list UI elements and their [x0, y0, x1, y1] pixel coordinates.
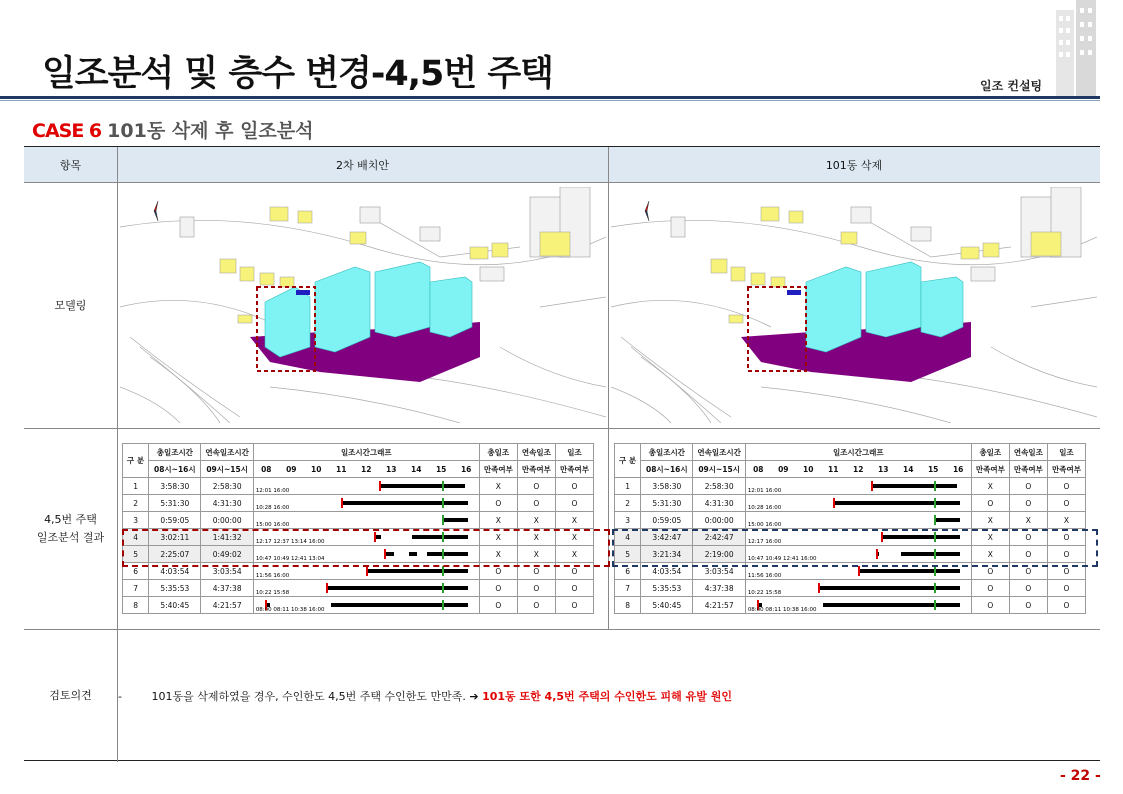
header-h_total: 총일조	[971, 444, 1009, 461]
title-divider-thin	[0, 100, 1100, 101]
cell-sat-a: X	[479, 529, 517, 546]
header-h_cont: 연속일조	[517, 444, 555, 461]
cell-sat-a: X	[971, 478, 1009, 495]
building-graphic-icon	[1052, 0, 1100, 96]
hour-tick: 14	[410, 464, 422, 474]
time-labels: 12:17 16:00	[747, 539, 782, 545]
highlight-box-right	[612, 529, 1098, 567]
header-right-plan: 101동 삭제	[825, 159, 883, 172]
cell-no: 1	[615, 478, 641, 495]
table-row	[615, 495, 1086, 512]
time-labels: 10:47 10:49 12:41 16:00	[747, 556, 817, 562]
cell-cont: 3:03:54	[201, 563, 253, 580]
sun-bar	[858, 569, 959, 573]
start-marker	[326, 583, 328, 593]
cell-sat-c: O	[555, 597, 593, 614]
start-marker	[379, 481, 381, 491]
graph-cell	[254, 580, 479, 596]
table-row	[123, 495, 594, 512]
start-marker	[833, 498, 835, 508]
brand-name: 일조 컨설팅	[980, 79, 1043, 93]
cell-total: 4:03:54	[641, 563, 693, 580]
limit-marker	[442, 566, 444, 576]
graph-cell	[254, 512, 479, 528]
cell-sat-b: O	[517, 563, 555, 580]
cell-total: 4:03:54	[149, 563, 201, 580]
cell-total: 2:25:07	[149, 546, 201, 563]
time-labels: 11:56 16:00	[747, 573, 782, 579]
page-number: - 22 -	[1060, 768, 1101, 784]
page-title: 일조분석 및 층수 변경-4,5번 주택	[42, 54, 553, 94]
cell-graph	[253, 478, 479, 495]
table-row	[123, 478, 594, 495]
cell-cont: 0:49:02	[201, 546, 253, 563]
cell-cont: 4:37:38	[201, 580, 253, 597]
cell-total: 3:02:11	[149, 529, 201, 546]
cell-no: 7	[615, 580, 641, 597]
cell-cont: 0:00:00	[693, 512, 745, 529]
row-label-review: 검토의견	[49, 688, 92, 702]
cell-sat-a: X	[971, 529, 1009, 546]
cell-total: 5:40:45	[149, 597, 201, 614]
cell-sat-a: O	[971, 580, 1009, 597]
cell-no: 3	[615, 512, 641, 529]
time-labels: 12:01 16:00	[255, 488, 290, 494]
arrow-icon: ➔	[469, 690, 479, 703]
cell-no: 1	[123, 478, 149, 495]
model-image-left	[120, 187, 606, 423]
cell-total: 3:58:30	[149, 478, 201, 495]
cell-sat-b: O	[517, 495, 555, 512]
cell-sat-c: O	[555, 563, 593, 580]
time-labels: 10:28 16:00	[255, 505, 290, 511]
cell-cont: 1:41:32	[201, 529, 253, 546]
header-graph: 일조시간그래프	[253, 444, 479, 461]
analysis-table	[24, 146, 1100, 761]
review-highlight: 101동 또한 4,5번 주택의 수인한도 피해 유발 원인	[482, 690, 732, 703]
cell-cont: 4:21:57	[693, 597, 745, 614]
header-gubun: 구 분	[123, 444, 149, 478]
cell-sat-c: X	[555, 529, 593, 546]
case-heading	[32, 116, 314, 143]
time-labels: 08:00 08:11 10:38 16:00	[747, 607, 817, 613]
row-label-modeling: 모델링	[54, 298, 87, 312]
limit-marker	[442, 600, 444, 610]
table-row	[615, 478, 1086, 495]
hour-tick: 08	[261, 464, 272, 474]
limit-marker	[934, 498, 936, 508]
cell-graph	[253, 512, 479, 529]
sun-bar	[934, 518, 959, 522]
header-sat: 만족여부	[1009, 461, 1047, 478]
cell-sat-b: O	[517, 580, 555, 597]
cell-no: 2	[615, 495, 641, 512]
cell-sat-a: O	[971, 597, 1009, 614]
table-row	[123, 597, 594, 614]
sun-bar	[823, 603, 960, 607]
table-row	[123, 580, 594, 597]
sun-table-subheader-row	[615, 461, 1086, 478]
row-label-result	[24, 428, 117, 629]
cell-sat-b: O	[1009, 563, 1047, 580]
graph-cell	[746, 580, 971, 596]
limit-marker	[442, 498, 444, 508]
header-total-range: 08시~16시	[641, 461, 693, 478]
graph-cell	[254, 597, 479, 613]
cell-no: 4	[123, 529, 149, 546]
cell-no: 8	[615, 597, 641, 614]
cell-sat-b: X	[517, 512, 555, 529]
header-sat: 만족여부	[479, 461, 517, 478]
cell-cont: 0:00:00	[201, 512, 253, 529]
cell-cont: 2:19:00	[693, 546, 745, 563]
sun-table-header-row	[615, 444, 1086, 461]
model-render-left	[120, 187, 606, 423]
cell-sat-b: X	[517, 529, 555, 546]
time-labels: 12:17 12:37 13:14 16:00	[255, 539, 325, 545]
sun-table-subheader-row	[123, 461, 594, 478]
header-h_sun: 일조	[1047, 444, 1085, 461]
cell-cont: 4:21:57	[201, 597, 253, 614]
cell-sat-a: O	[971, 563, 1009, 580]
graph-cell	[746, 495, 971, 511]
hour-tick: 12	[853, 464, 864, 474]
cell-cont: 4:31:30	[693, 495, 745, 512]
cell-graph	[745, 512, 971, 529]
divider	[117, 147, 118, 762]
cell-sat-c: O	[555, 478, 593, 495]
header-total-range: 08시~16시	[149, 461, 201, 478]
graph-cell	[746, 478, 971, 494]
sun-bar	[341, 501, 468, 505]
sun-bar	[331, 603, 468, 607]
cell-sat-a: X	[479, 512, 517, 529]
cell-total: 3:58:30	[641, 478, 693, 495]
time-labels: 10:28 16:00	[747, 505, 782, 511]
header-gubun: 구 분	[615, 444, 641, 478]
cell-sat-c: X	[1047, 512, 1085, 529]
cell-sat-a: O	[479, 597, 517, 614]
cell-sat-b: O	[517, 478, 555, 495]
cell-sat-c: X	[555, 512, 593, 529]
header-item: 항목	[59, 159, 82, 172]
title-divider	[0, 96, 1100, 99]
hour-tick: 08	[753, 464, 764, 474]
limit-marker	[934, 583, 936, 593]
cell-sat-b: O	[1009, 495, 1047, 512]
sun-bar	[442, 518, 467, 522]
row-label-result-line2: 일조분석 결과	[36, 530, 105, 544]
limit-marker	[442, 481, 444, 491]
cell-sat-a: O	[971, 495, 1009, 512]
hour-tick: 16	[952, 464, 964, 474]
cell-graph	[253, 597, 479, 614]
header-cont-range: 09시~15시	[693, 461, 745, 478]
time-labels: 10:22 15:58	[747, 590, 782, 596]
time-labels: 11:56 16:00	[255, 573, 290, 579]
cell-no: 6	[615, 563, 641, 580]
cell-sat-a: O	[479, 495, 517, 512]
time-labels: 10:22 15:58	[255, 590, 290, 596]
header-hours	[253, 461, 479, 478]
cell-sat-c: X	[555, 546, 593, 563]
cell-sat-a: X	[479, 546, 517, 563]
cell-sat-a: X	[479, 478, 517, 495]
cell-sat-b: O	[1009, 597, 1047, 614]
cell-graph	[745, 478, 971, 495]
cell-sat-c: O	[1047, 580, 1085, 597]
time-labels: 08:00 08:11 10:38 16:00	[255, 607, 325, 613]
header-cont: 연속일조시간	[201, 444, 253, 461]
cell-total: 5:31:30	[149, 495, 201, 512]
header-sat: 만족여부	[971, 461, 1009, 478]
cell-sat-b: O	[1009, 478, 1047, 495]
cell-cont: 2:42:47	[693, 529, 745, 546]
cell-graph	[745, 597, 971, 614]
cell-sat-a: O	[479, 563, 517, 580]
cell-sat-c: O	[1047, 597, 1085, 614]
cell-no: 7	[123, 580, 149, 597]
header-total: 총일조시간	[641, 444, 693, 461]
cell-sat-a: X	[971, 546, 1009, 563]
cell-sat-c: O	[1047, 546, 1085, 563]
cell-total: 3:21:34	[641, 546, 693, 563]
header-cont: 연속일조시간	[693, 444, 745, 461]
cell-sat-a: X	[971, 512, 1009, 529]
review-text	[118, 688, 732, 704]
hour-tick: 14	[902, 464, 914, 474]
row-label-result-line1: 4,5번 주택	[44, 512, 97, 526]
limit-marker	[442, 583, 444, 593]
start-marker	[858, 566, 860, 576]
cell-cont: 3:03:54	[693, 563, 745, 580]
cell-no: 3	[123, 512, 149, 529]
header-h_sun: 일조	[555, 444, 593, 461]
cell-total: 5:35:53	[149, 580, 201, 597]
time-labels: 15:00 16:00	[255, 522, 290, 528]
cell-total: 5:35:53	[641, 580, 693, 597]
cell-total: 5:40:45	[641, 597, 693, 614]
hour-tick: 10	[803, 464, 814, 474]
limit-marker	[934, 481, 936, 491]
time-labels: 10:47 10:49 12:41 13:04	[255, 556, 325, 562]
case-label: CASE 6	[32, 120, 102, 142]
graph-cell	[746, 597, 971, 613]
cell-total: 0:59:05	[641, 512, 693, 529]
cell-cont: 4:37:38	[693, 580, 745, 597]
hour-tick: 15	[435, 464, 447, 474]
start-marker	[366, 566, 368, 576]
start-marker	[341, 498, 343, 508]
start-marker	[818, 583, 820, 593]
case-subtitle: 101동 삭제 후 일조분석	[107, 120, 314, 142]
cell-no: 5	[615, 546, 641, 563]
cell-no: 8	[123, 597, 149, 614]
cell-total: 0:59:05	[149, 512, 201, 529]
table-row	[123, 512, 594, 529]
review-body: 101동을 삭제하였을 경우, 수인한도 4,5번 주택 수인한도 만만족.	[151, 690, 466, 703]
header-total: 총일조시간	[149, 444, 201, 461]
header-h_total: 총일조	[479, 444, 517, 461]
cell-no: 6	[123, 563, 149, 580]
header-graph: 일조시간그래프	[745, 444, 971, 461]
cell-no: 5	[123, 546, 149, 563]
time-labels: 15:00 16:00	[747, 522, 782, 528]
limit-marker	[934, 600, 936, 610]
sun-table-header-row	[123, 444, 594, 461]
divider	[24, 428, 1100, 429]
cell-cont: 2:58:30	[693, 478, 745, 495]
cell-sat-c: O	[1047, 563, 1085, 580]
hour-tick: 15	[927, 464, 939, 474]
hour-ticks	[254, 465, 479, 474]
cell-sat-b: O	[1009, 580, 1047, 597]
cell-sat-b: X	[517, 546, 555, 563]
cell-graph	[745, 580, 971, 597]
highlight-box-left	[122, 529, 610, 567]
cell-cont: 2:58:30	[201, 478, 253, 495]
cell-sat-c: O	[555, 495, 593, 512]
start-marker	[871, 481, 873, 491]
hour-ticks	[746, 465, 971, 474]
header-sat: 만족여부	[555, 461, 593, 478]
hour-tick: 16	[460, 464, 472, 474]
cell-sat-c: O	[1047, 478, 1085, 495]
table-row	[615, 597, 1086, 614]
hour-tick: 13	[878, 464, 889, 474]
sun-bar	[366, 569, 467, 573]
header-hours	[745, 461, 971, 478]
graph-cell	[254, 495, 479, 511]
cell-sat-b: X	[1009, 512, 1047, 529]
graph-cell	[746, 512, 971, 528]
cell-sat-b: O	[1009, 529, 1047, 546]
cell-graph	[253, 495, 479, 512]
cell-no: 2	[123, 495, 149, 512]
limit-marker	[442, 515, 444, 525]
hour-tick: 09	[286, 464, 297, 474]
cell-sat-c: O	[1047, 529, 1085, 546]
header-h_cont: 연속일조	[1009, 444, 1047, 461]
cell-sat-c: O	[555, 580, 593, 597]
time-labels: 12:01 16:00	[747, 488, 782, 494]
sun-bar	[871, 484, 957, 488]
cell-sat-a: O	[479, 580, 517, 597]
review-bullet: -	[118, 690, 122, 703]
sun-bar	[818, 586, 960, 590]
cell-sat-c: O	[1047, 495, 1085, 512]
hour-tick: 12	[361, 464, 372, 474]
sun-bar	[833, 501, 960, 505]
header-cont-range: 09시~15시	[201, 461, 253, 478]
cell-sat-b: O	[517, 597, 555, 614]
cell-graph	[253, 580, 479, 597]
header-sat: 만족여부	[517, 461, 555, 478]
cell-graph	[745, 495, 971, 512]
limit-marker	[934, 566, 936, 576]
graph-cell	[254, 478, 479, 494]
hour-tick: 13	[386, 464, 397, 474]
header-left-plan: 2차 배치안	[336, 159, 389, 172]
hour-tick: 10	[311, 464, 322, 474]
sun-bar	[326, 586, 468, 590]
model-image-right	[611, 187, 1097, 423]
header-sat: 만족여부	[1047, 461, 1085, 478]
cell-cont: 4:31:30	[201, 495, 253, 512]
table-row	[615, 512, 1086, 529]
hour-tick: 11	[828, 464, 839, 474]
limit-marker	[934, 515, 936, 525]
hour-tick: 11	[336, 464, 347, 474]
table-row	[615, 580, 1086, 597]
model-render-right	[611, 187, 1097, 423]
cell-sat-b: O	[1009, 546, 1047, 563]
sun-bar	[379, 484, 465, 488]
cell-no: 4	[615, 529, 641, 546]
divider	[24, 629, 1100, 630]
hour-tick: 09	[778, 464, 789, 474]
cell-total: 5:31:30	[641, 495, 693, 512]
cell-total: 3:42:47	[641, 529, 693, 546]
